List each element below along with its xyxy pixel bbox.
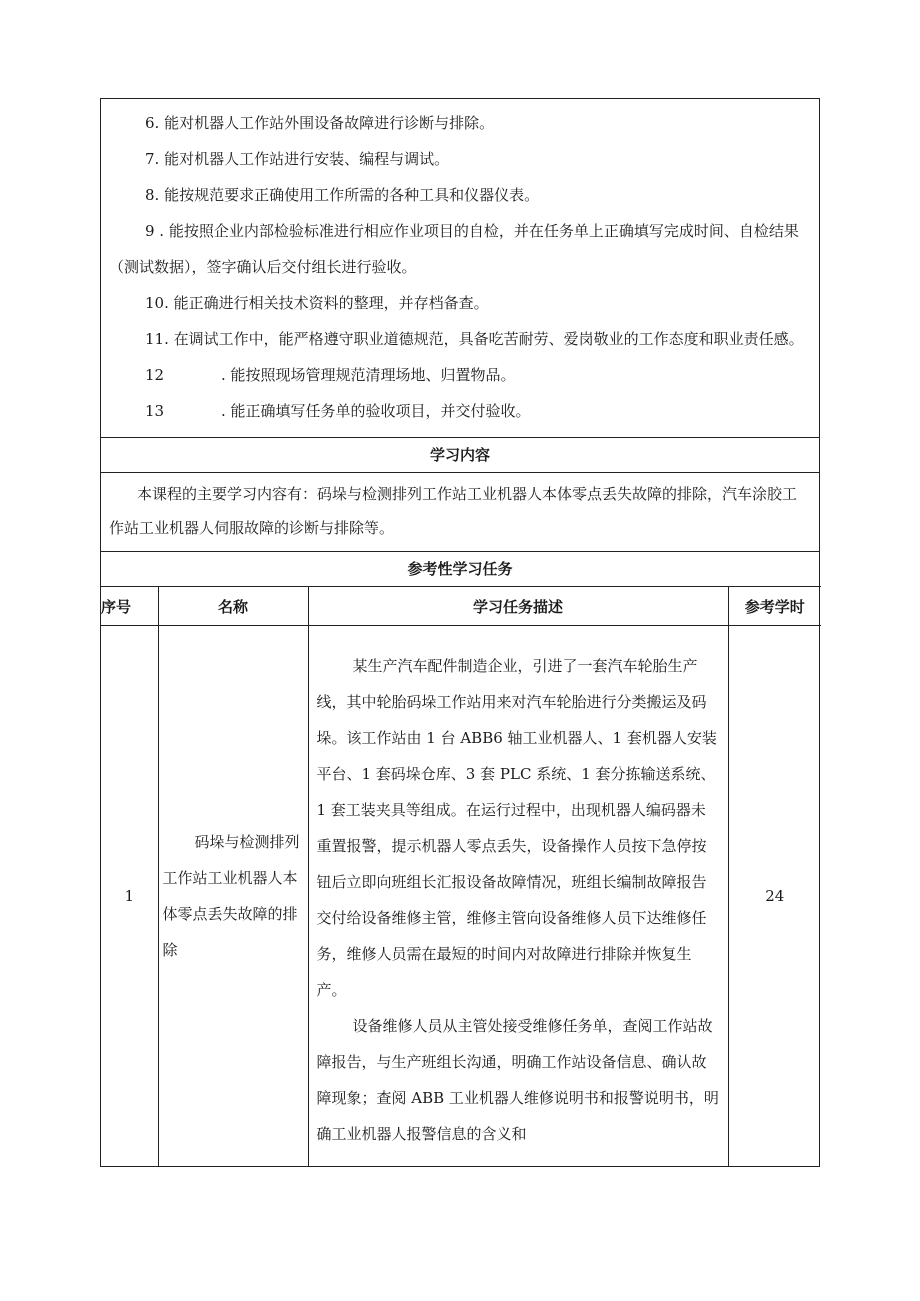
reference-tasks-title: 参考性学习任务 (101, 551, 819, 586)
task-hours: 24 (728, 626, 821, 1167)
header-hours: 参考学时 (728, 587, 821, 626)
objective-item: 11. 在调试工作中，能严格遵守职业道德规范，具备吃苦耐劳、爱岗敬业的工作态度和职业责任感。 (145, 330, 804, 348)
tasks-table (101, 586, 821, 1166)
objective-text: . 能正确填写任务单的验收项目，并交付验收。 (221, 402, 531, 420)
header-description: 学习任务描述 (308, 587, 728, 626)
objective-number: 12 (145, 366, 165, 384)
objective-item: 8. 能按规范要求正确使用工作所需的各种工具和仪器仪表。 (145, 186, 540, 204)
description-paragraph: 某生产汽车配件制造企业，引进了一套汽车轮胎生产线，其中轮胎码垛工作站用来对汽车轮胎进行分类搬运及码垛。该工作站由 1 台 ABB6 轴工业机器人、1 套机器人安装平台、1 套码垛仓库、3 套 PLC 系统、1 套分拣输送系统、1 套工装夹具等组成。在运行过程中，出现机器人编码器未重置报警，提示机器人零点丢失，设备操作人员按下急停按钮后立即向班组长汇报设备故障情况，班组长编制故障报告交付给设备维修主管，维修主管向设备维修人员下达维修任务，维修人员需在最短的时间内对故障进行排除并恢复生产。 (316, 657, 717, 999)
task-name: 码垛与检测排列工作站工业机器人本体零点丢失故障的排除 (158, 626, 308, 1167)
task-description (308, 626, 728, 1167)
objective-number: 13 (145, 402, 165, 420)
learning-content-text: 本课程的主要学习内容有：码垛与检测排列工作站工业机器人本体零点丢失故障的排除，汽车涂胶工作站工业机器人伺服故障的诊断与排除等。 (101, 472, 819, 551)
course-document (100, 98, 820, 1167)
header-name: 名称 (158, 587, 308, 626)
objective-text: . 能按照现场管理规范清理场地、归置物品。 (221, 366, 516, 384)
header-index: 序号 (101, 587, 158, 626)
description-paragraph: 设备维修人员从主管处接受维修任务单，查阅工作站故障报告，与生产班组长沟通，明确工作站设备信息、确认故障现象；查阅 ABB 工业机器人维修说明书和报警说明书，明确工业机器人报警信息的含义和 (316, 1017, 719, 1143)
learning-content-title: 学习内容 (101, 437, 819, 472)
objective-item: 10. 能正确进行相关技术资料的整理，并存档备查。 (145, 294, 489, 312)
objective-item: 7. 能对机器人工作站进行安装、编程与调试。 (145, 150, 450, 168)
objective-item (109, 393, 811, 429)
table-row (101, 626, 821, 1167)
objective-item (109, 357, 811, 393)
task-index: 1 (101, 626, 158, 1167)
table-header-row (101, 587, 821, 626)
objective-item: 6. 能对机器人工作站外围设备故障进行诊断与排除。 (145, 114, 495, 132)
objective-item: 9 . 能按照企业内部检验标准进行相应作业项目的自检，并在任务单上正确填写完成时间、自检结果（测试数据），签字确认后交付组长进行验收。 (109, 222, 799, 276)
objectives-section (101, 99, 819, 437)
